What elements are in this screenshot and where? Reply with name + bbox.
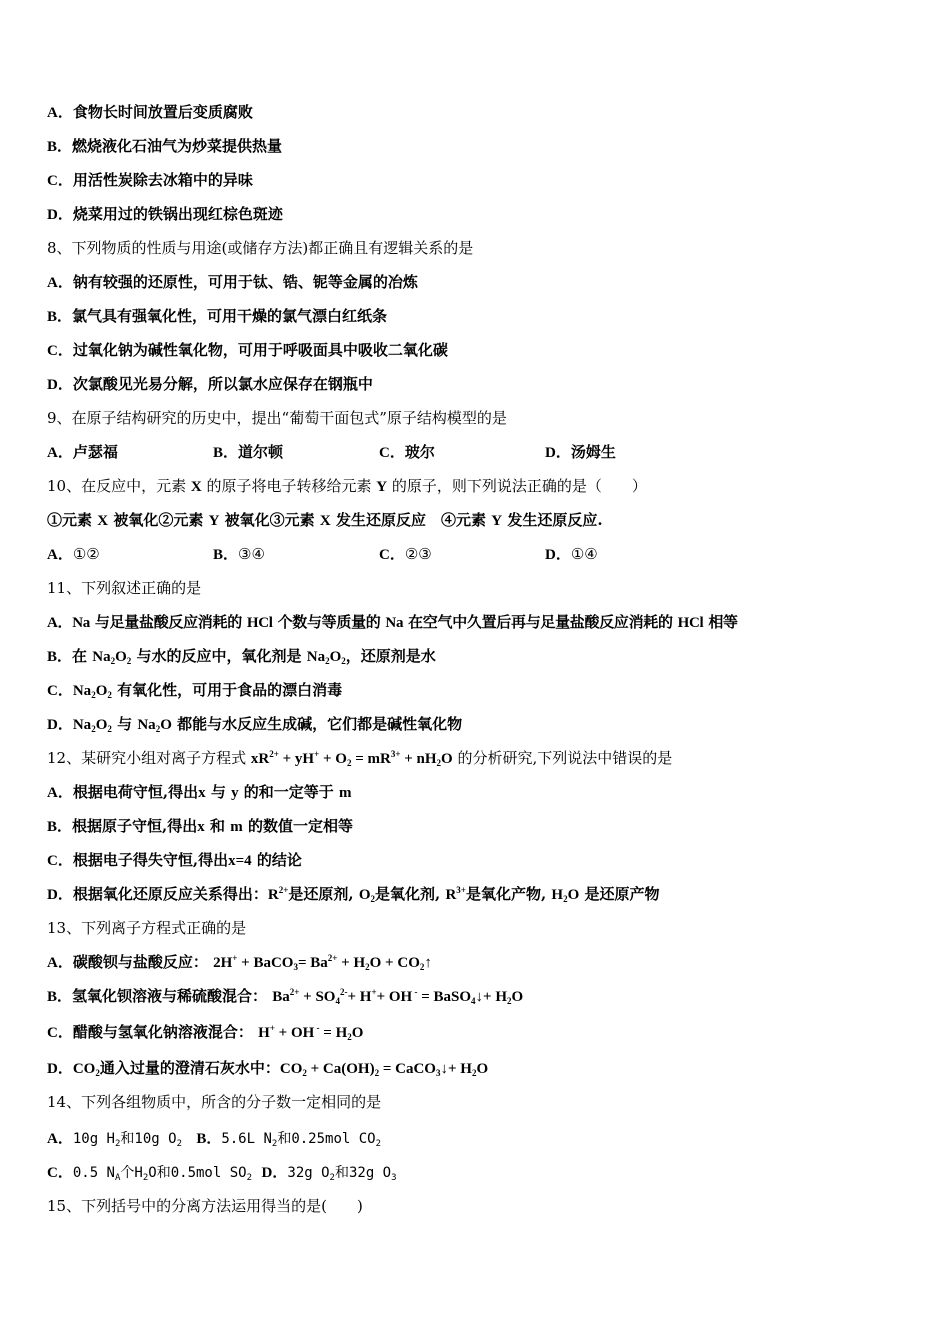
q12-option-d: D．根据氧化还原反应关系得出：$R^{2+}$是还原剂, $O_2$是氧化剂, $R^{3+}$是氧化产物, $H_2O$ 是还原产物 [47, 885, 660, 904]
q7-option-b: B．燃烧液化石油气为炒菜提供热量 [47, 137, 283, 155]
q10-option-b: B．③④ [213, 545, 265, 563]
q10-statements: ①元素 X 被氧化②元素 Y 被氧化③元素 X 发生还原反应 ④元素 Y 发生还原反应. [47, 511, 603, 529]
q8-option-c: C．过氧化钠为碱性氧化物，可用于呼吸面具中吸收二氧化碳 [47, 341, 448, 359]
q13-c-equation: H+ + OH $^- = H_2O$ [258, 1023, 364, 1042]
q14-option-a: 10g $H_2$和10g $O_2$ [72, 1131, 182, 1149]
q8-option-b: B．氯气具有强氧化性，可用干燥的氯气漂白红纸条 [47, 307, 388, 325]
q12-stem: 12、某研究小组对离子方程式 $xR^{2+} + yH^+ + O_2 = mR^{3+} + nH_2O$ 的分析研究,下列说法中错误的是 [47, 749, 673, 768]
q7-option-a: A．食物长时间放置后变质腐败 [47, 103, 253, 121]
q10-option-c: C．②③ [379, 545, 432, 563]
q7-option-d: D．烧菜用过的铁锅出现红棕色斑迹 [47, 205, 283, 223]
q15-stem: 15、下列括号中的分离方法运用得当的是( ) [47, 1197, 363, 1215]
q9-option-d: D．汤姆生 [545, 443, 616, 461]
q14-option-d: 32g $O_2$和32g $O_3$ [287, 1165, 397, 1183]
q7-option-c: C．用活性炭除去冰箱中的异味 [47, 171, 253, 189]
q11-stem: 11、下列叙述正确的是 [47, 579, 202, 597]
q14-options-ab: A．10g $H_2$和10g $O_2$ B．5.6L $N_2$和0.25mol $CO_2$ [47, 1131, 382, 1149]
q14-stem: 14、下列各组物质中，所含的分子数一定相同的是 [47, 1093, 382, 1111]
q10-option-d: D．①④ [545, 545, 598, 563]
q9-option-a: A．卢瑟福 [47, 443, 118, 461]
q12-option-a: A．根据电荷守恒,得出x 与 y 的和一定等于 m [47, 783, 352, 801]
q14-option-c: 0.5 $N_A$个$H_2O$和0.5mol $SO_2$ [72, 1165, 252, 1183]
q13-a-equation: 2H+ + BaCO$_3$= $Ba^{2+} + H_2O$ + $CO_2↑$ [213, 953, 432, 972]
q8-option-a: A．钠有较强的还原性，可用于钛、锆、铌等金属的冶炼 [47, 273, 418, 291]
q10-options [47, 544, 930, 565]
q12-option-c: C．根据电子得失守恒,得出x=4 的结论 [47, 851, 302, 869]
q13-d-equation: $CO_2 + Ca(OH)_2$ = CaCO$_3$↓+ $H_2O$ [279, 1061, 489, 1078]
q11-option-a: A．Na 与足量盐酸反应消耗的 HCl 个数与等质量的 Na 在空气中久置后再与足量盐酸反应消耗的 HCl 相等 [47, 613, 738, 631]
q14-option-b: 5.6L $N_2$和0.25mol $CO_2$ [221, 1131, 382, 1149]
q13-option-b: B．氢氧化钡溶液与稀硫酸混合： $Ba^{2+} + SO_4^{2-}+ H^++$ OH - = BaSO$_4$↓+ $H_2O$ [47, 987, 524, 1006]
q13-option-d: D．$CO_2$通入过量的澄清石灰水中：$CO_2 + Ca(OH)_2$ = CaCO$_3$↓+ $H_2O$ [47, 1059, 489, 1078]
q9-option-b: B．道尔顿 [213, 443, 284, 461]
q9-options [47, 442, 930, 463]
q8-stem: 8、下列物质的性质与用途(或储存方法)都正确且有逻辑关系的是 [47, 239, 474, 257]
q13-option-a: A．碳酸钡与盐酸反应： 2H+ + BaCO$_3$= $Ba^{2+} + H_2O$ + $CO_2↑$ [47, 953, 432, 972]
q13-stem: 13、下列离子方程式正确的是 [47, 919, 247, 937]
q14-options-cd: C．0.5 $N_A$个$H_2O$和0.5mol $SO_2$ D．32g $O_2$和32g $O_3$ [47, 1165, 397, 1183]
q13-option-c: C．醋酸与氢氧化钠溶液混合： H+ + OH $^- = H_2O$ [47, 1023, 364, 1042]
q12-equation: $xR^{2+} + yH^+ + O_2 = mR^{3+} + nH_2O$ [250, 749, 453, 768]
q9-stem: 9、在原子结构研究的历史中，提出“葡萄干面包式”原子结构模型的是 [47, 409, 507, 427]
q13-b-equation: $Ba^{2+} + SO_4^{2-}+ H^++$ OH - = BaSO$_4$↓+ $H_2O$ [272, 987, 524, 1006]
q8-option-d: D．次氯酸见光易分解，所以氯水应保存在钢瓶中 [47, 375, 373, 393]
q10-stem: 10、在反应中，元素 X 的原子将电子转移给元素 Y 的原子，则下列说法正确的是（ ） [47, 477, 647, 495]
q9-option-c: C．玻尔 [379, 443, 435, 461]
q11-option-d: D．$Na_2O_2$ 与 $Na_2O$ 都能与水反应生成碱，它们都是碱性氧化物 [47, 715, 463, 734]
q11-option-b: B．在 $Na_2O_2$ 与水的反应中，氧化剂是 $Na_2O_2$，还原剂是水 [47, 647, 436, 666]
q12-option-b: B．根据原子守恒,得出x 和 m 的数值一定相等 [47, 817, 353, 835]
q11-option-c: C．$Na_2O_2$ 有氧化性，可用于食品的漂白消毒 [47, 681, 343, 700]
q10-option-a: A．①② [47, 545, 100, 563]
